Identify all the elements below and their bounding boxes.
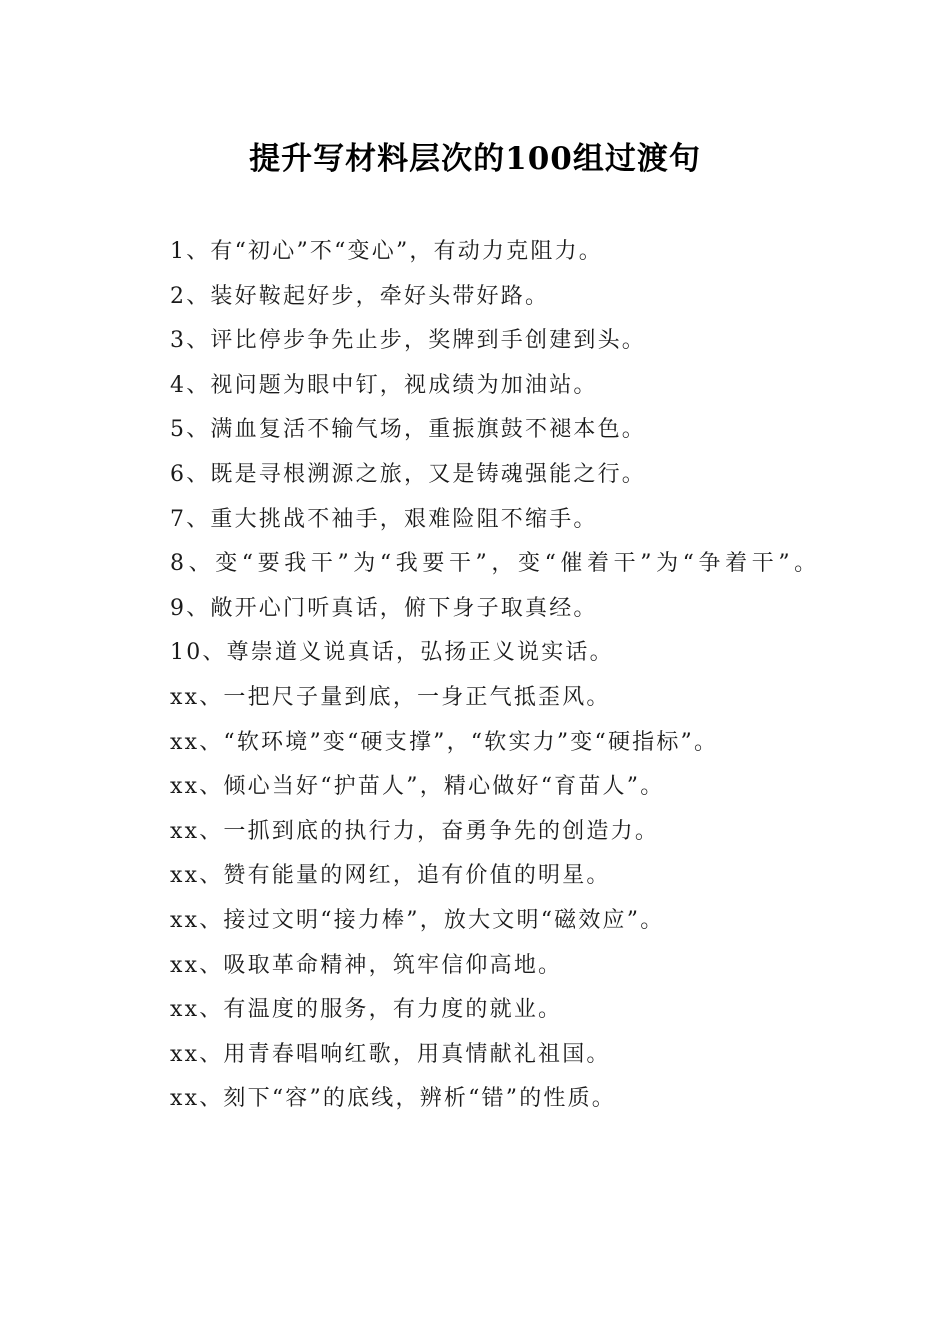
list-item: 8、变“要我干”为“我要干”，变“催着干”为“争着干”。	[170, 551, 821, 577]
list-item: xx、赞有能量的网红，追有价值的明星。	[170, 863, 611, 889]
document-title: 提升写材料层次的100组过渡句	[249, 141, 701, 177]
list-item: xx、一把尺子量到底，一身正气抵歪风。	[170, 684, 611, 710]
list-item: 1、有“初心”不“变心”，有动力克阻力。	[170, 239, 603, 264]
list-item: 2、装好鞍起好步，牵好头带好路。	[170, 283, 550, 309]
list-item: xx、有温度的服务，有力度的就业。	[170, 997, 563, 1023]
list-item: xx、接过文明“接力棒”，放大文明“磁效应”。	[170, 907, 665, 933]
list-item: 4、视问题为眼中钉，视成绩为加油站。	[170, 372, 598, 398]
list-item: xx、吸取革命精神，筑牢信仰高地。	[170, 952, 563, 978]
list-item: xx、刻下“容”的底线，辨析“错”的性质。	[170, 1086, 617, 1112]
list-item: 6、既是寻根溯源之旅，又是铸魂强能之行。	[170, 461, 646, 487]
list-item: xx、“软环境”变“硬支撑”，“软实力”变“硬指标”。	[170, 729, 719, 755]
list-item: xx、一抓到底的执行力，奋勇争先的创造力。	[170, 818, 660, 844]
list-item: 7、重大挑战不袖手，艰难险阻不缩手。	[170, 506, 598, 532]
sentence-list	[120, 230, 830, 1122]
list-item: 9、敞开心门听真话，俯下身子取真经。	[170, 595, 598, 621]
list-item: 5、满血复活不输气场，重振旗鼓不褪本色。	[170, 417, 646, 443]
list-item: 10、尊崇道义说真话，弘扬正义说实话。	[170, 640, 614, 666]
list-item: xx、倾心当好“护苗人”，精心做好“育苗人”。	[170, 774, 665, 800]
list-item: 3、评比停步争先止步，奖牌到手创建到头。	[170, 328, 646, 354]
list-item: xx、用青春唱响红歌，用真情献礼祖国。	[170, 1041, 611, 1067]
